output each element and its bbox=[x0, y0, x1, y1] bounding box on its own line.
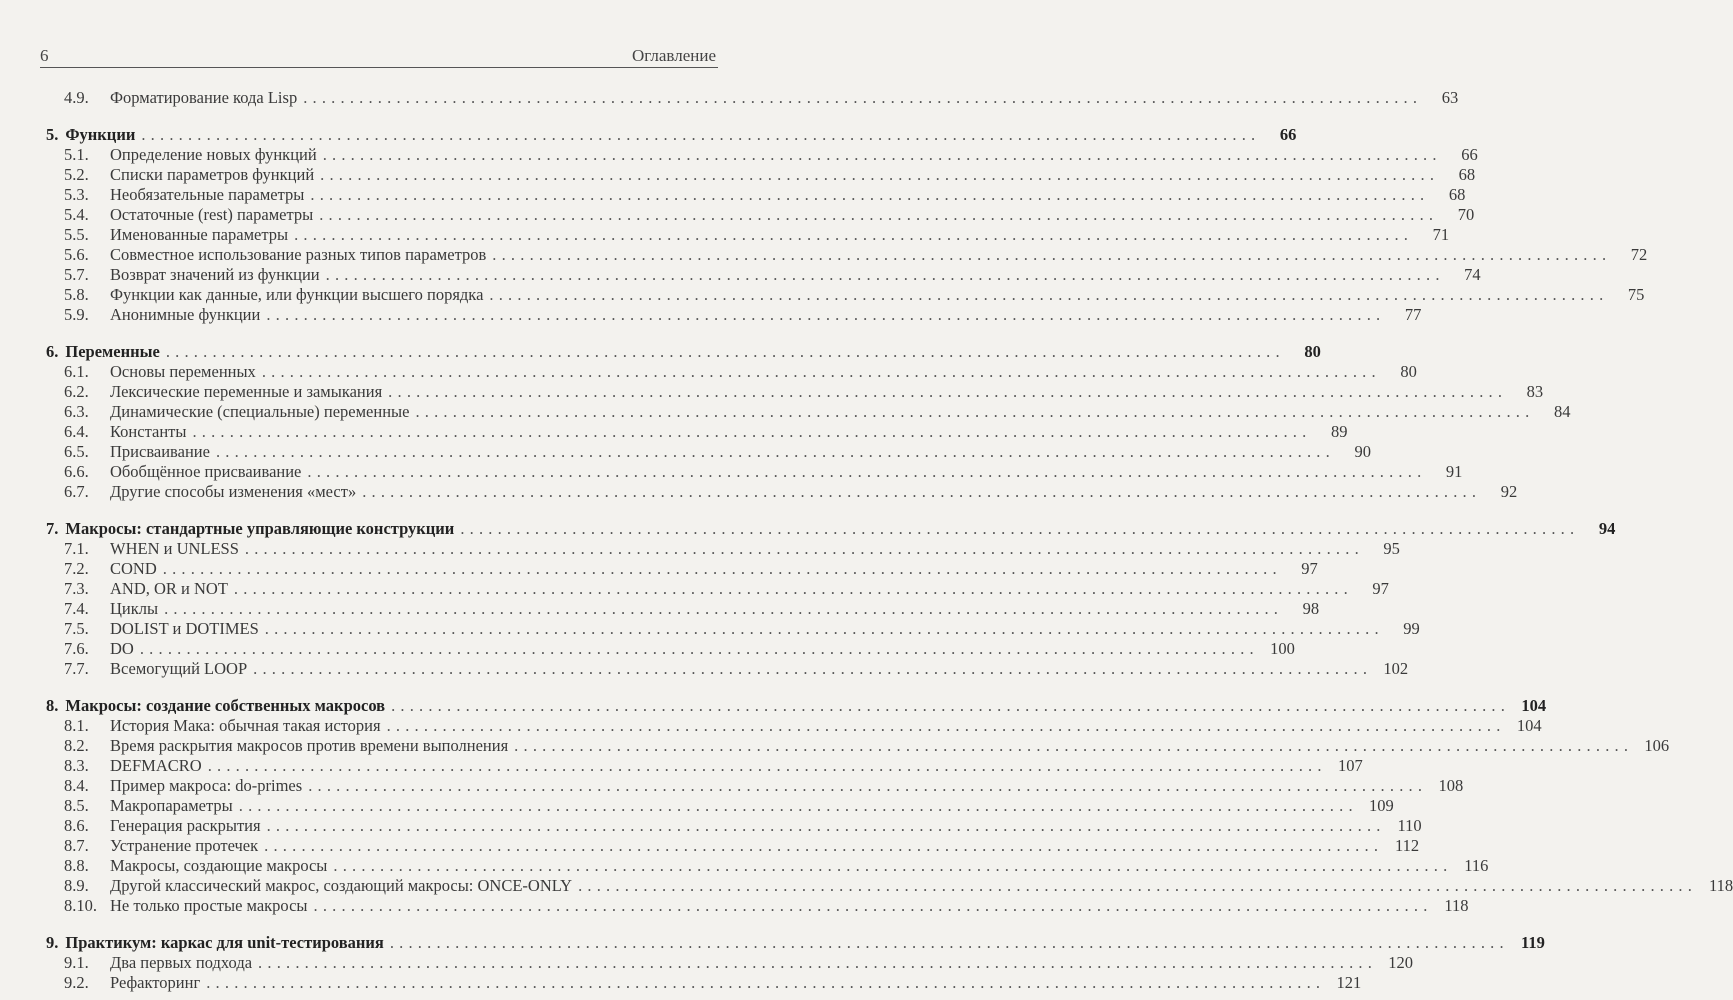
entry-page: 121 bbox=[1336, 973, 1362, 992]
toc-section-entry bbox=[0, 482, 1518, 502]
dot-leader: ........................................................................................................................ bbox=[215, 442, 1335, 461]
toc-section-entry bbox=[0, 579, 1389, 599]
entry-page: 107 bbox=[1337, 756, 1363, 775]
toc-section-entry bbox=[0, 462, 1463, 482]
dot-leader: ........................................................................................................................ bbox=[264, 836, 1384, 855]
dot-leader: ........................................................................................................................ bbox=[313, 896, 1433, 915]
entry-title: Именованные параметры bbox=[110, 225, 289, 244]
entry-number: 5.1. bbox=[64, 145, 89, 164]
toc-section-entry bbox=[0, 305, 1422, 325]
entry-number: 5.3. bbox=[64, 185, 89, 204]
entry-number: 6.3. bbox=[64, 402, 89, 421]
entry-title: DOLIST и DOTIMES bbox=[110, 619, 259, 638]
entry-title: Генерация раскрытия bbox=[110, 816, 261, 835]
entry-page: 77 bbox=[1404, 305, 1422, 324]
entry-page: 118 bbox=[1444, 896, 1469, 915]
entry-page: 119 bbox=[1520, 933, 1545, 952]
entry-number: 6.7. bbox=[64, 482, 89, 501]
entry-page: 71 bbox=[1432, 225, 1450, 244]
toc-section-entry bbox=[0, 896, 1469, 916]
toc-section-entry bbox=[0, 205, 1475, 225]
entry-page: 102 bbox=[1383, 659, 1409, 678]
entry-page: 97 bbox=[1301, 559, 1318, 578]
toc-section-entry bbox=[0, 88, 1459, 108]
toc-section-entry bbox=[0, 185, 1466, 205]
entry-number: 7.7. bbox=[64, 659, 89, 678]
entry-number: 8.6. bbox=[64, 816, 89, 835]
dot-leader: ........................................................................................................................ bbox=[162, 559, 1282, 578]
entry-page: 120 bbox=[1388, 953, 1414, 972]
entry-title: Макросы: стандартные управляющие конструкции bbox=[65, 519, 455, 538]
toc-section-entry bbox=[0, 145, 1478, 165]
entry-title: Переменные bbox=[65, 342, 160, 361]
entry-page: 70 bbox=[1457, 205, 1475, 224]
entry-number: 8.2. bbox=[64, 736, 89, 755]
toc-section-entry bbox=[0, 362, 1417, 382]
entry-title: Определение новых функций bbox=[110, 145, 317, 164]
entry-page: 90 bbox=[1354, 442, 1371, 461]
toc-chapter-entry bbox=[0, 342, 1321, 362]
toc-section-entry bbox=[0, 265, 1481, 285]
entry-page: 99 bbox=[1403, 619, 1420, 638]
entry-number: 8.1. bbox=[64, 716, 89, 735]
toc-section-entry bbox=[0, 245, 1648, 265]
entry-title: AND, OR и NOT bbox=[110, 579, 228, 598]
dot-leader: ........................................................................................................................ bbox=[333, 856, 1453, 875]
entry-number: 6. bbox=[46, 342, 59, 361]
entry-number: 5.8. bbox=[64, 285, 89, 304]
entry-number: 7.5. bbox=[64, 619, 89, 638]
toc-chapter-entry bbox=[0, 125, 1297, 145]
entry-title: Возврат значений из функции bbox=[110, 265, 320, 284]
entry-title: Другие способы изменения «мест» bbox=[110, 482, 357, 501]
entry-page: 98 bbox=[1302, 599, 1320, 618]
entry-page: 112 bbox=[1395, 836, 1420, 855]
entry-title: Константы bbox=[110, 422, 187, 441]
entry-page: 94 bbox=[1598, 519, 1616, 538]
toc-section-entry bbox=[0, 776, 1464, 796]
running-title: Оглавление bbox=[632, 46, 716, 65]
entry-title: Рефакторинг bbox=[110, 973, 201, 992]
table-of-contents bbox=[0, 88, 1733, 993]
dot-leader: ........................................................................................................................ bbox=[238, 796, 1358, 815]
entry-number: 6.6. bbox=[64, 462, 89, 481]
dot-leader: ........................................................................................................................ bbox=[391, 696, 1511, 715]
entry-number: 8.4. bbox=[64, 776, 89, 795]
entry-title: Остаточные (rest) параметры bbox=[110, 205, 314, 224]
entry-page: 66 bbox=[1461, 145, 1478, 164]
toc-section-entry bbox=[0, 422, 1348, 442]
entry-title: Совместное использование разных типов параметров bbox=[110, 245, 487, 264]
entry-title: Другой классический макрос, создающий макросы: ONCE-ONLY bbox=[110, 876, 573, 895]
entry-page: 110 bbox=[1397, 816, 1422, 835]
entry-page: 97 bbox=[1372, 579, 1389, 598]
entry-page: 104 bbox=[1521, 696, 1547, 715]
toc-section-entry bbox=[0, 639, 1295, 659]
entry-number: 5.9. bbox=[64, 305, 89, 324]
dot-leader: ........................................................................................................................ bbox=[386, 716, 1506, 735]
dot-leader: ........................................................................................................................ bbox=[303, 88, 1423, 107]
entry-title: Всемогущий LOOP bbox=[110, 659, 248, 678]
entry-number: 7.2. bbox=[64, 559, 89, 578]
entry-title: История Мака: обычная такая история bbox=[110, 716, 381, 735]
entry-page: 83 bbox=[1526, 382, 1544, 401]
dot-leader: ........................................................................................................................ bbox=[415, 402, 1535, 421]
entry-page: 66 bbox=[1279, 125, 1297, 144]
entry-number: 5. bbox=[46, 125, 59, 144]
toc-section-entry bbox=[0, 659, 1409, 679]
entry-page: 92 bbox=[1500, 482, 1518, 501]
entry-page: 89 bbox=[1330, 422, 1348, 441]
toc-section-entry bbox=[0, 539, 1400, 559]
entry-number: 7.3. bbox=[64, 579, 89, 598]
entry-page: 116 bbox=[1464, 856, 1489, 875]
entry-title: COND bbox=[110, 559, 157, 578]
entry-title: Форматирование кода Lisp bbox=[110, 88, 298, 107]
entry-title: Макропараметры bbox=[110, 796, 233, 815]
dot-leader: ........................................................................................................................ bbox=[165, 342, 1285, 361]
entry-title: Функции как данные, или функции высшего порядка bbox=[110, 285, 484, 304]
running-header bbox=[40, 44, 718, 68]
entry-number: 6.2. bbox=[64, 382, 89, 401]
dot-leader: ........................................................................................................................ bbox=[460, 519, 1580, 538]
toc-section-entry bbox=[0, 165, 1476, 185]
toc-section-entry bbox=[0, 953, 1414, 973]
entry-number: 6.5. bbox=[64, 442, 89, 461]
toc-chapter-entry bbox=[0, 696, 1547, 716]
entry-page: 108 bbox=[1438, 776, 1464, 795]
header-rule bbox=[40, 67, 718, 68]
toc-section-entry bbox=[0, 225, 1450, 245]
entry-title: Устранение протечек bbox=[110, 836, 259, 855]
entry-page: 80 bbox=[1400, 362, 1417, 381]
dot-leader: ........................................................................................................................ bbox=[261, 362, 1381, 381]
toc-section-entry bbox=[0, 716, 1542, 736]
entry-title: Лексические переменные и замыкания bbox=[110, 382, 383, 401]
dot-leader: ........................................................................................................................ bbox=[319, 205, 1439, 224]
entry-title: Макросы, создающие макросы bbox=[110, 856, 328, 875]
toc-section-entry bbox=[0, 442, 1371, 462]
dot-leader: ........................................................................................................................ bbox=[489, 285, 1609, 304]
toc-section-entry bbox=[0, 796, 1394, 816]
entry-page: 84 bbox=[1553, 402, 1571, 421]
entry-number: 8.3. bbox=[64, 756, 89, 775]
toc-section-entry bbox=[0, 736, 1670, 756]
entry-number: 8.9. bbox=[64, 876, 89, 895]
entry-page: 109 bbox=[1369, 796, 1394, 815]
dot-leader: ........................................................................................................................ bbox=[362, 482, 1482, 501]
dot-leader: ........................................................................................................................ bbox=[253, 659, 1373, 678]
toc-section-entry bbox=[0, 836, 1420, 856]
toc-chapter-entry bbox=[0, 519, 1616, 539]
entry-page: 106 bbox=[1644, 736, 1670, 755]
dot-leader: ........................................................................................................................ bbox=[307, 462, 1427, 481]
toc-section-entry bbox=[0, 856, 1489, 876]
entry-title: Обобщённое присваивание bbox=[110, 462, 302, 481]
entry-number: 6.4. bbox=[64, 422, 89, 441]
entry-number: 5.6. bbox=[64, 245, 89, 264]
entry-title: Макросы: создание собственных макросов bbox=[65, 696, 386, 715]
entry-title: DO bbox=[110, 639, 134, 658]
dot-leader: ........................................................................................................................ bbox=[325, 265, 1445, 284]
toc-section-entry bbox=[0, 599, 1320, 619]
entry-page: 68 bbox=[1458, 165, 1476, 184]
entry-page: 95 bbox=[1383, 539, 1400, 558]
dot-leader: ........................................................................................................................ bbox=[294, 225, 1414, 244]
entry-number: 4.9. bbox=[64, 88, 89, 107]
entry-title: WHEN и UNLESS bbox=[110, 539, 239, 558]
toc-section-entry bbox=[0, 973, 1362, 993]
entry-number: 5.7. bbox=[64, 265, 89, 284]
entry-page: 75 bbox=[1627, 285, 1645, 304]
entry-title: Пример макроса: do-primes bbox=[110, 776, 303, 795]
dot-leader: ........................................................................................................................ bbox=[514, 736, 1634, 755]
dot-leader: ........................................................................................................................ bbox=[206, 973, 1326, 992]
entry-title: Анонимные функции bbox=[110, 305, 261, 324]
entry-number: 9.1. bbox=[64, 953, 89, 972]
toc-section-entry bbox=[0, 559, 1318, 579]
toc-chapter-entry bbox=[0, 933, 1545, 953]
entry-number: 5.2. bbox=[64, 165, 89, 184]
dot-leader: ........................................................................................................................ bbox=[322, 145, 1442, 164]
entry-page: 91 bbox=[1445, 462, 1463, 481]
entry-number: 7.6. bbox=[64, 639, 89, 658]
entry-page: 72 bbox=[1630, 245, 1648, 264]
dot-leader: ........................................................................................................................ bbox=[578, 876, 1698, 895]
entry-title: Необязательные параметры bbox=[110, 185, 305, 204]
dot-leader: ........................................................................................................................ bbox=[492, 245, 1612, 264]
entry-page: 118 bbox=[1708, 876, 1733, 895]
dot-leader: ........................................................................................................................ bbox=[207, 756, 1327, 775]
dot-leader: ........................................................................................................................ bbox=[192, 422, 1312, 441]
dot-leader: ........................................................................................................................ bbox=[139, 639, 1259, 658]
dot-leader: ........................................................................................................................ bbox=[266, 305, 1386, 324]
dot-leader: ........................................................................................................................ bbox=[320, 165, 1440, 184]
dot-leader: ........................................................................................................................ bbox=[258, 953, 1378, 972]
dot-leader: ........................................................................................................................ bbox=[310, 185, 1430, 204]
dot-leader: ........................................................................................................................ bbox=[388, 382, 1508, 401]
toc-section-entry bbox=[0, 382, 1544, 402]
dot-leader: ........................................................................................................................ bbox=[244, 539, 1364, 558]
entry-number: 7.1. bbox=[64, 539, 89, 558]
entry-number: 8.10. bbox=[64, 896, 97, 915]
entry-title: Не только простые макросы bbox=[110, 896, 308, 915]
toc-section-entry bbox=[0, 876, 1733, 896]
entry-number: 9.2. bbox=[64, 973, 89, 992]
dot-leader: ........................................................................................................................ bbox=[264, 619, 1384, 638]
entry-number: 8.5. bbox=[64, 796, 89, 815]
entry-number: 9. bbox=[46, 933, 59, 952]
page-number: 6 bbox=[40, 46, 49, 65]
entry-title: Время раскрытия макросов против времени выполнения bbox=[110, 736, 509, 755]
entry-page: 100 bbox=[1270, 639, 1295, 658]
dot-leader: ........................................................................................................................ bbox=[389, 933, 1509, 952]
entry-title: Списки параметров функций bbox=[110, 165, 315, 184]
entry-page: 80 bbox=[1304, 342, 1321, 361]
entry-title: DEFMACRO bbox=[110, 756, 202, 775]
entry-number: 8.7. bbox=[64, 836, 89, 855]
entry-number: 5.5. bbox=[64, 225, 89, 244]
dot-leader: ........................................................................................................................ bbox=[141, 125, 1261, 144]
entry-page: 104 bbox=[1516, 716, 1542, 735]
toc-section-entry bbox=[0, 285, 1645, 305]
entry-number: 6.1. bbox=[64, 362, 89, 381]
entry-page: 74 bbox=[1464, 265, 1481, 284]
entry-number: 8. bbox=[46, 696, 59, 715]
entry-title: Присваивание bbox=[110, 442, 210, 461]
entry-number: 8.8. bbox=[64, 856, 89, 875]
entry-title: Циклы bbox=[110, 599, 159, 618]
entry-number: 5.4. bbox=[64, 205, 89, 224]
dot-leader: ........................................................................................................................ bbox=[233, 579, 1353, 598]
dot-leader: ........................................................................................................................ bbox=[266, 816, 1386, 835]
entry-page: 63 bbox=[1441, 88, 1459, 107]
entry-number: 7. bbox=[46, 519, 59, 538]
toc-section-entry bbox=[0, 816, 1422, 836]
entry-number: 7.4. bbox=[64, 599, 89, 618]
entry-title: Функции bbox=[65, 125, 136, 144]
dot-leader: ........................................................................................................................ bbox=[164, 599, 1284, 618]
toc-section-entry bbox=[0, 756, 1363, 776]
entry-title: Практикум: каркас для unit-тестирования bbox=[65, 933, 384, 952]
toc-section-entry bbox=[0, 402, 1571, 422]
dot-leader: ........................................................................................................................ bbox=[308, 776, 1428, 795]
toc-section-entry bbox=[0, 619, 1420, 639]
entry-page: 68 bbox=[1448, 185, 1466, 204]
entry-title: Основы переменных bbox=[110, 362, 256, 381]
entry-title: Динамические (специальные) переменные bbox=[110, 402, 410, 421]
entry-title: Два первых подхода bbox=[110, 953, 253, 972]
